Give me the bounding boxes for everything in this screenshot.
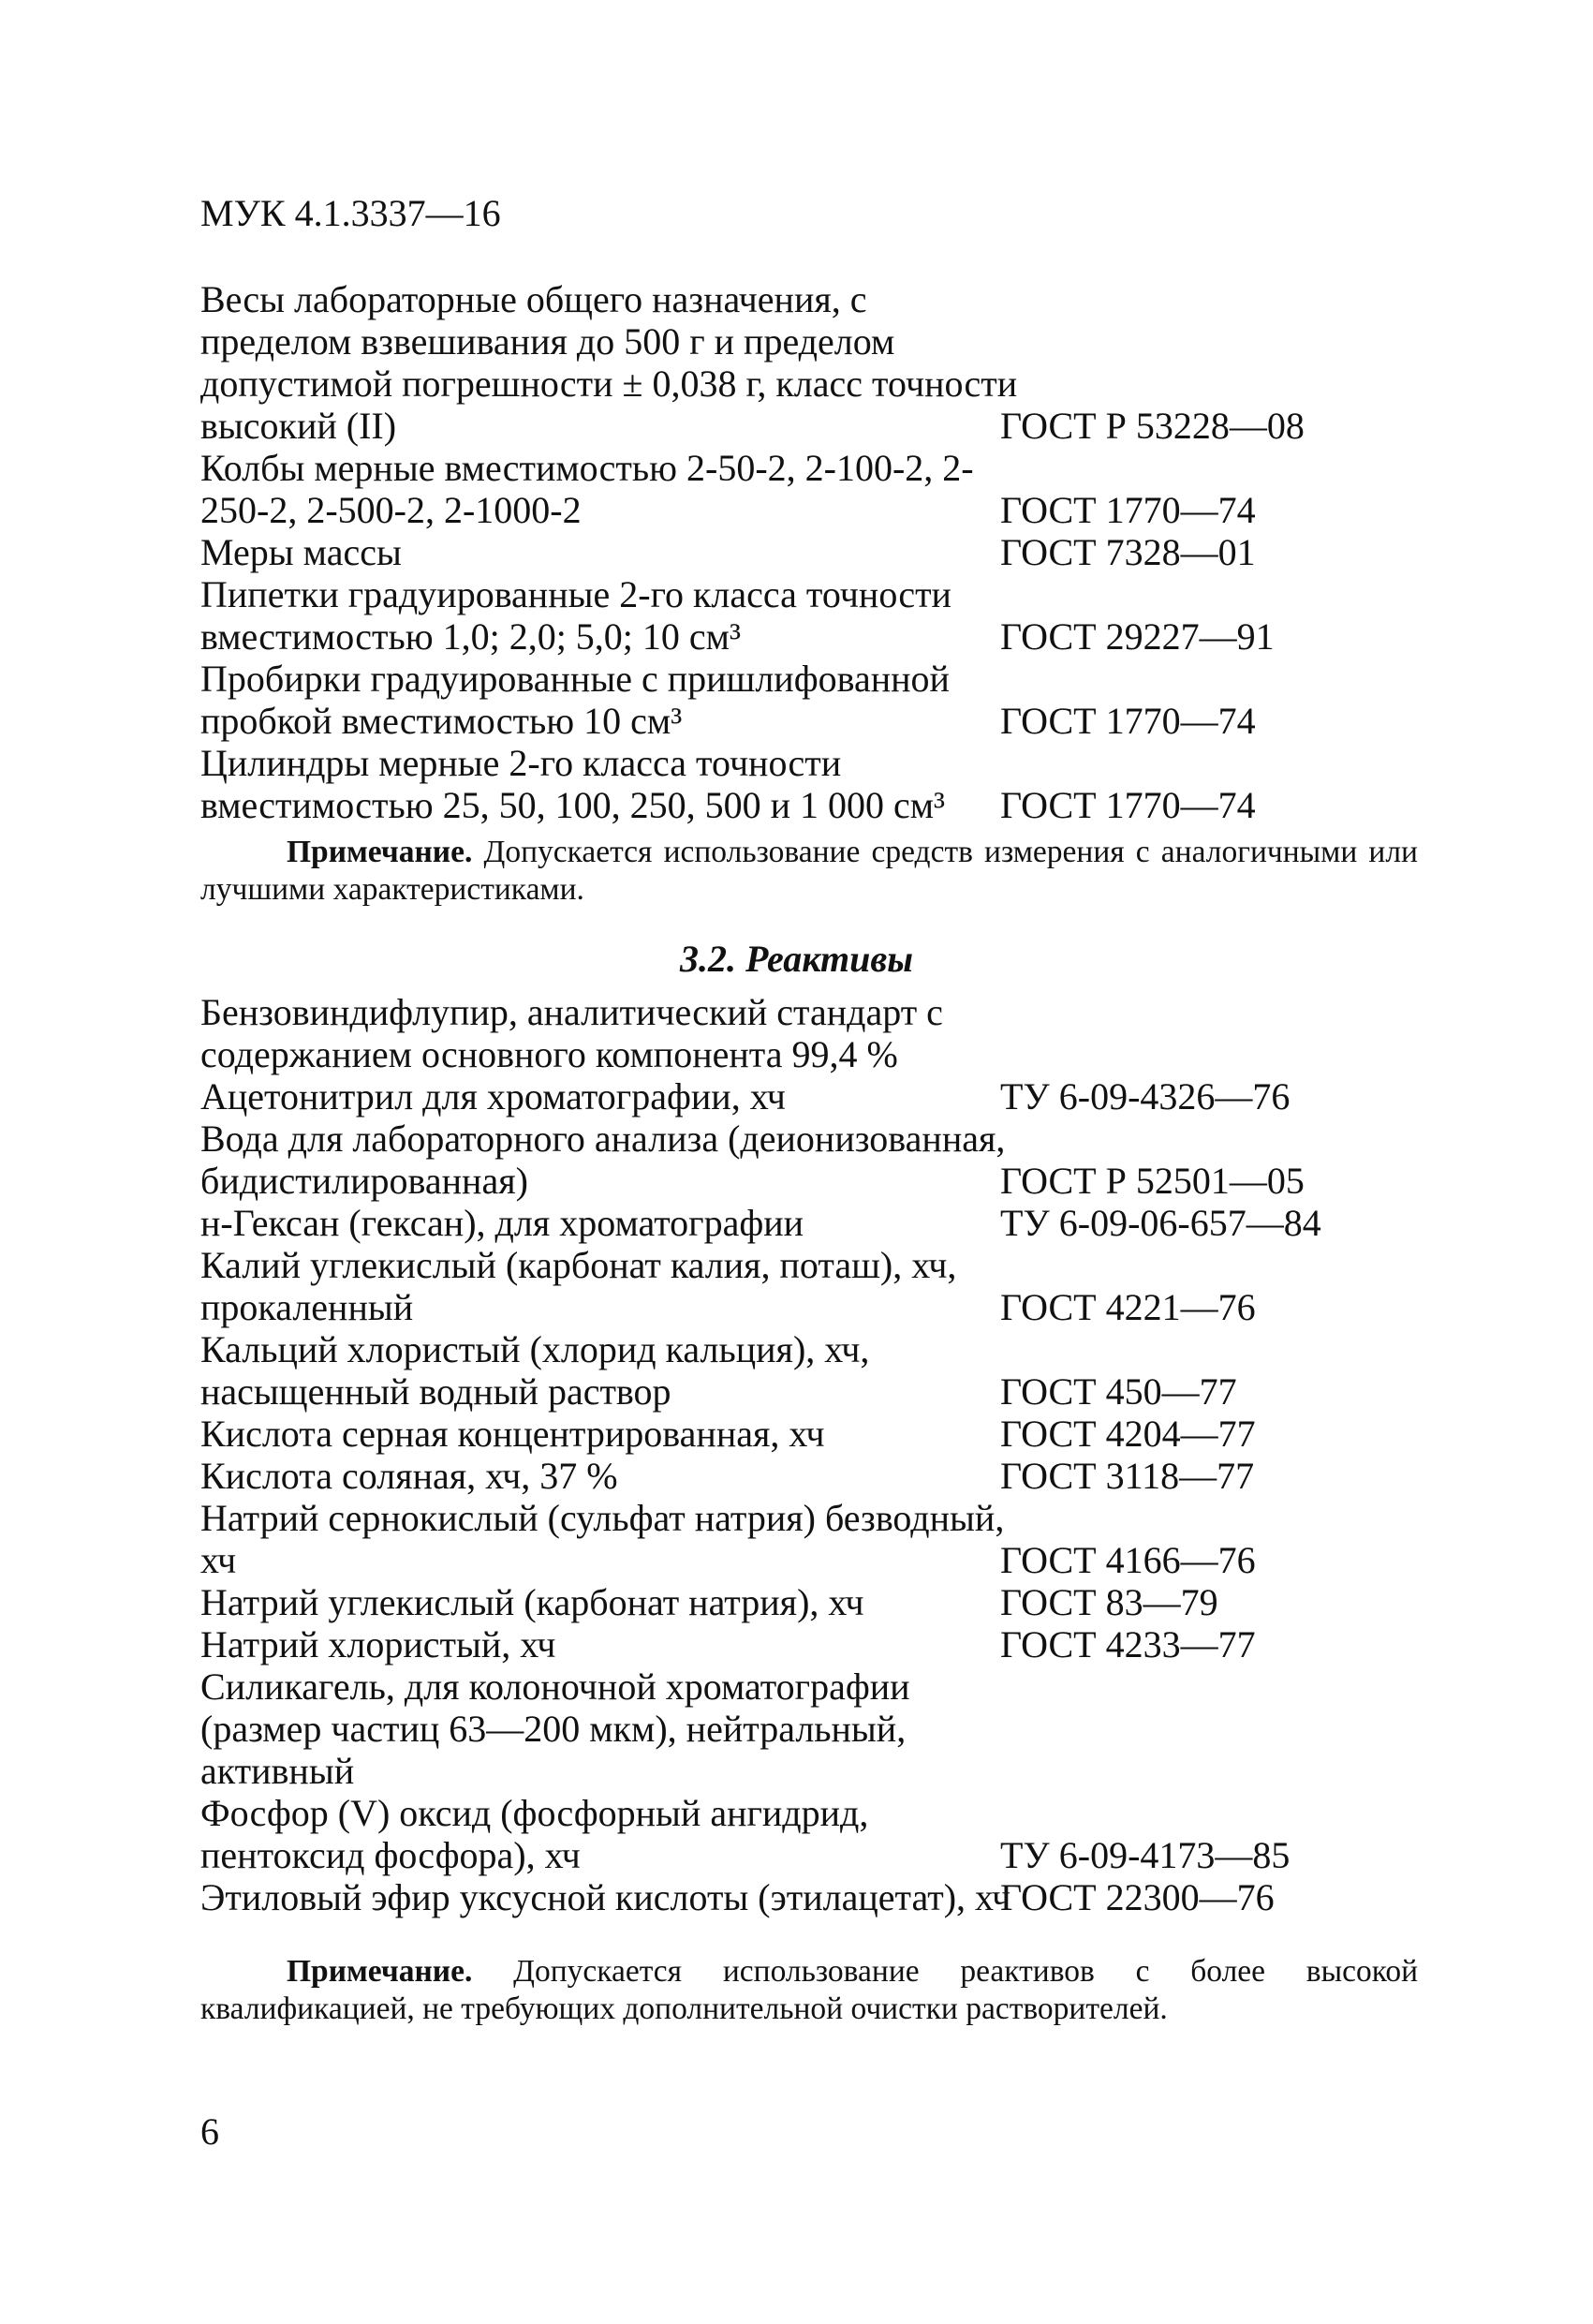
item-standard: ГОСТ 1770—74	[1000, 784, 1256, 826]
list-item	[200, 742, 1418, 826]
list-item	[200, 1792, 1418, 1876]
item-standard: ГОСТ 1770—74	[1000, 489, 1256, 531]
list-item	[200, 991, 1418, 1075]
list-item	[200, 278, 1418, 447]
instruments-list	[200, 278, 1418, 826]
item-name: Фосфор (V) оксид (фосфорный ангидрид, пентоксид фосфора), хч	[200, 1792, 869, 1876]
list-item	[200, 1581, 1418, 1623]
item-name: Силикагель, для колоночной хроматографии (размер частиц 63—200 мкм), нейтральный, активный	[200, 1665, 910, 1792]
item-name: Вода для лабораторного анализа (деионизованная, бидистилированная)	[200, 1118, 1006, 1202]
list-item	[200, 1413, 1418, 1455]
list-item	[200, 1455, 1418, 1497]
item-name: Натрий хлористый, хч	[200, 1623, 556, 1665]
note-label: Примечание.	[287, 1954, 473, 1989]
note-text: Допускается использование реактивов с более высокой квалификацией, не требующих дополнительной очистки растворителей.	[200, 1954, 1418, 2026]
list-item	[200, 1244, 1418, 1328]
item-standard: ГОСТ 22300—76	[1000, 1876, 1275, 1918]
section-title: 3.2. Реактивы	[680, 938, 913, 980]
item-standard: ТУ 6-09-4326—76	[1000, 1075, 1291, 1118]
item-standard: ТУ 6-09-4173—85	[1000, 1834, 1291, 1876]
item-name: Цилиндры мерные 2-го класса точности вместимостью 25, 50, 100, 250, 500 и 1 000 см³	[200, 742, 946, 826]
item-name: Весы лабораторные общего назначения, с пределом взвешивания до 500 г и пределом допустимой погрешности ± 0,038 г, класс точности высокий (II)	[200, 278, 1018, 447]
list-item	[200, 1328, 1418, 1413]
list-item	[200, 447, 1418, 531]
list-item	[200, 658, 1418, 742]
item-standard: ГОСТ 4166—76	[1000, 1539, 1256, 1581]
item-name: н-Гексан (гексан), для хроматографии	[200, 1202, 804, 1244]
item-name: Меры массы	[200, 531, 402, 573]
list-item	[200, 1623, 1418, 1665]
list-item	[200, 1118, 1418, 1202]
item-standard: ГОСТ 4233—77	[1000, 1623, 1256, 1665]
item-name: Бензовиндифлупир, аналитический стандарт с содержанием основного компонента 99,4 %	[200, 991, 943, 1075]
item-name: Натрий сернокислый (сульфат натрия) безводный, хч	[200, 1497, 1005, 1581]
item-name: Ацетонитрил для хроматографии, хч	[200, 1075, 786, 1118]
note-reagents	[200, 1953, 1418, 2028]
list-item	[200, 1876, 1418, 1918]
item-name: Пробирки градуированные с пришлифованной пробкой вместимостью 10 см³	[200, 658, 950, 742]
item-standard: ГОСТ 29227—91	[1000, 615, 1275, 658]
list-item	[200, 1497, 1418, 1581]
note-label: Примечание.	[287, 835, 473, 869]
item-name: Пипетки градуированные 2-го класса точности вместимостью 1,0; 2,0; 5,0; 10 см³	[200, 573, 951, 658]
item-name: Кислота соляная, хч, 37 %	[200, 1455, 618, 1497]
item-standard: ТУ 6-09-06-657—84	[1000, 1202, 1321, 1244]
item-name: Этиловый эфир уксусной кислоты (этилацетат), хч	[200, 1876, 1011, 1918]
item-standard: ГОСТ Р 52501—05	[1000, 1160, 1305, 1202]
list-item	[200, 1665, 1418, 1792]
list-item	[200, 531, 1418, 573]
item-standard: ГОСТ 4204—77	[1000, 1413, 1256, 1455]
item-standard: ГОСТ 7328—01	[1000, 531, 1256, 573]
item-standard: ГОСТ 3118—77	[1000, 1455, 1255, 1497]
note-instruments	[200, 834, 1418, 909]
item-name: Колбы мерные вместимостью 2-50-2, 2-100-2, 2-250-2, 2-500-2, 2-1000-2	[200, 447, 974, 531]
item-standard: ГОСТ 1770—74	[1000, 700, 1256, 742]
list-item	[200, 573, 1418, 658]
item-name: Кислота серная концентрированная, хч	[200, 1413, 825, 1455]
list-item	[200, 1075, 1418, 1118]
document-code: МУК 4.1.3337—16	[200, 192, 501, 234]
list-item	[200, 1202, 1418, 1244]
item-name: Натрий углекислый (карбонат натрия), хч	[200, 1581, 864, 1623]
page-number: 6	[200, 2110, 219, 2153]
item-standard: ГОСТ 83—79	[1000, 1581, 1218, 1623]
item-name: Калий углекислый (карбонат калия, поташ), хч, прокаленный	[200, 1244, 957, 1328]
note-text: Допускается использование средств измерения с аналогичными или лучшими характеристиками.	[200, 835, 1418, 907]
item-standard: ГОСТ Р 53228—08	[1000, 405, 1305, 447]
item-standard: ГОСТ 4221—76	[1000, 1286, 1256, 1328]
item-name: Кальций хлористый (хлорид кальция), хч, насыщенный водный раствор	[200, 1328, 870, 1413]
reagents-list	[200, 991, 1418, 1918]
item-standard: ГОСТ 450—77	[1000, 1370, 1237, 1413]
